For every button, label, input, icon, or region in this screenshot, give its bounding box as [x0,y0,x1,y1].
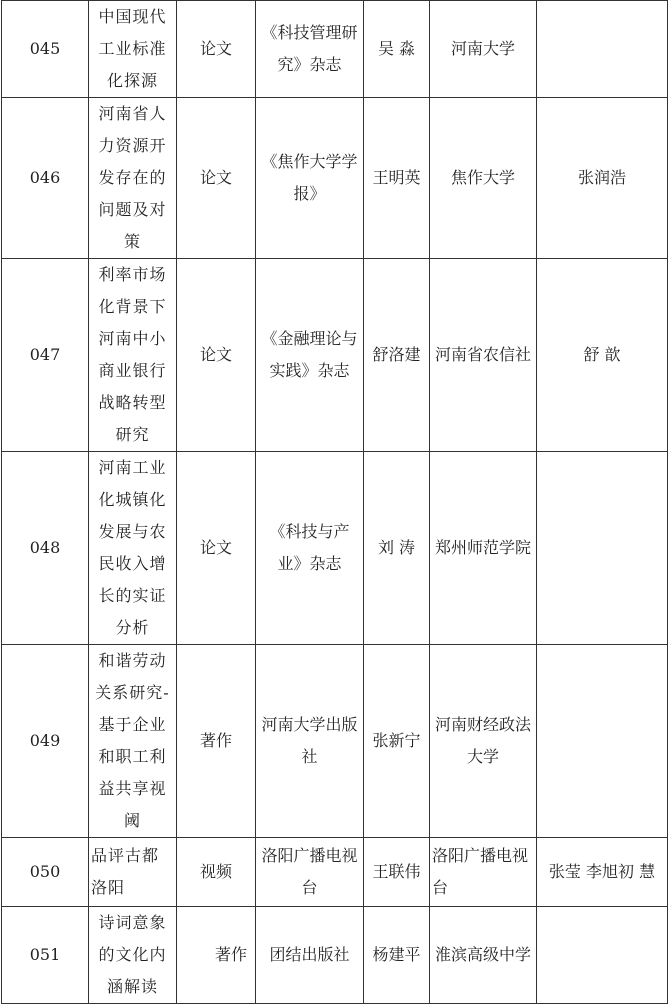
team-members [537,1,668,98]
table-row [2,1,668,98]
work-type: 论文 [177,452,256,645]
row-number: 048 [2,452,89,645]
table-row [2,98,668,259]
author-unit: 河南省农信社 [430,259,537,452]
author: 张新宁 [364,645,430,838]
work-title: 和谐劳动关系研究-基于企业和职工利益共享视阈 [89,645,177,838]
publication-venue: 洛阳广播电视台 [256,838,364,907]
team-members [537,645,668,838]
author: 舒洛建 [364,259,430,452]
work-type: 论文 [177,259,256,452]
work-title: 品评古都洛阳 [89,838,177,907]
work-title: 中国现代工业标准化探源 [89,1,177,98]
author-unit: 淮滨高级中学 [430,907,537,1004]
team-members [537,452,668,645]
author: 王联伟 [364,838,430,907]
publication-venue: 《科技与产业》杂志 [256,452,364,645]
row-number: 049 [2,645,89,838]
author: 杨建平 [364,907,430,1004]
author: 吴 淼 [364,1,430,98]
results-table [1,0,668,1004]
author-unit: 河南大学 [430,1,537,98]
author-unit: 郑州师范学院 [430,452,537,645]
row-number: 050 [2,838,89,907]
publication-venue: 《金融理论与实践》杂志 [256,259,364,452]
team-members [537,907,668,1004]
work-type: 著作 [177,907,256,1004]
author-unit: 河南财经政法大学 [430,645,537,838]
team-members: 张莹 李旭初 慧 [537,838,668,907]
author: 刘 涛 [364,452,430,645]
publication-venue: 《科技管理研究》杂志 [256,1,364,98]
author-unit: 洛阳广播电视台 [430,838,537,907]
row-number: 045 [2,1,89,98]
table-row [2,645,668,838]
work-title: 河南工业化城镇化发展与农民收入增长的实证分析 [89,452,177,645]
publication-venue: 团结出版社 [256,907,364,1004]
table-row [2,452,668,645]
author-unit: 焦作大学 [430,98,537,259]
table-row [2,838,668,907]
row-number: 047 [2,259,89,452]
table-row [2,907,668,1004]
row-number: 046 [2,98,89,259]
publication-venue: 《焦作大学学报》 [256,98,364,259]
team-members: 舒 歆 [537,259,668,452]
author: 王明英 [364,98,430,259]
work-title: 诗词意象的文化内涵解读 [89,907,177,1004]
publication-venue: 河南大学出版社 [256,645,364,838]
work-type: 论文 [177,98,256,259]
table-row [2,259,668,452]
work-title: 河南省人力资源开发存在的问题及对策 [89,98,177,259]
team-members: 张润浩 [537,98,668,259]
work-type: 论文 [177,1,256,98]
work-type: 著作 [177,645,256,838]
work-type: 视频 [177,838,256,907]
row-number: 051 [2,907,89,1004]
work-title: 利率市场化背景下河南中小商业银行战略转型研究 [89,259,177,452]
